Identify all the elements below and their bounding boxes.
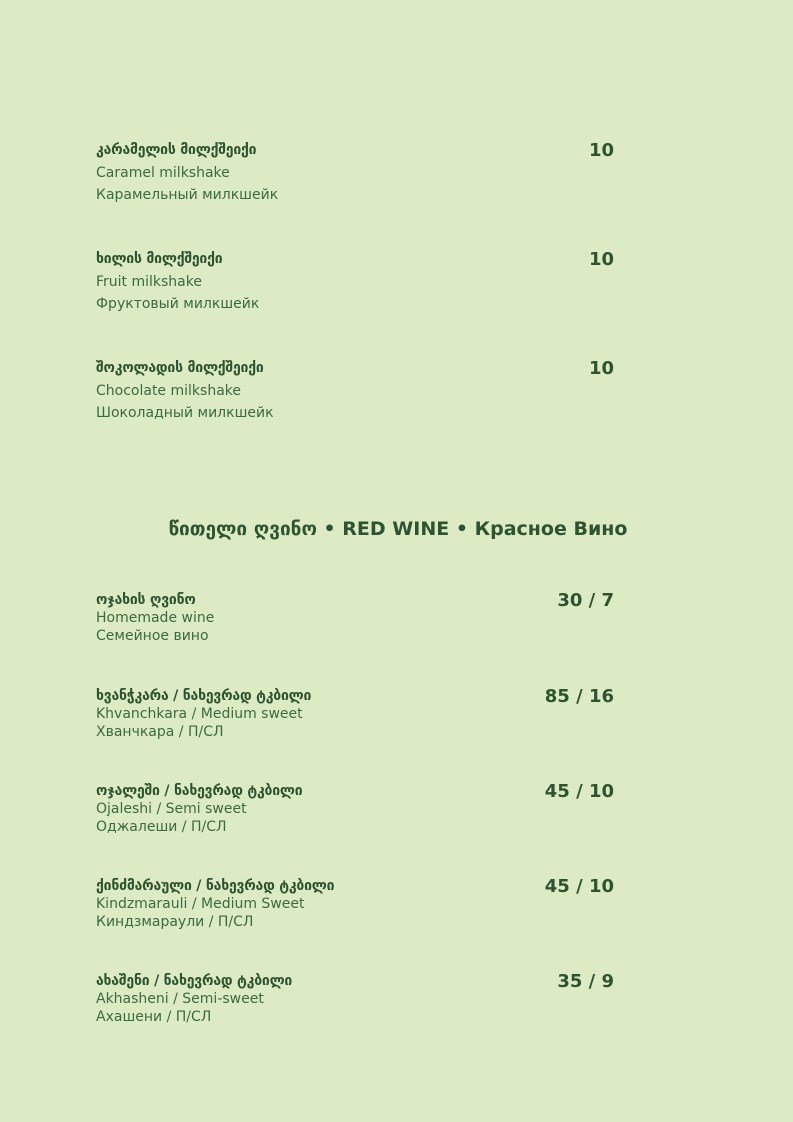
item-price: 45 / 10 xyxy=(544,876,614,897)
item-price: 35 / 9 xyxy=(557,971,614,992)
item-name-ka: ქინძმარაული / ნახევრად ტკბილი xyxy=(96,878,335,894)
menu-item-fruit xyxy=(96,251,614,312)
item-name-en: Ojaleshi / Semi sweet xyxy=(96,801,247,817)
item-name-en: Homemade wine xyxy=(96,610,215,626)
section-title-red-wine: წითელი ღვინო • RED WINE • Красное Вино xyxy=(168,518,628,540)
item-name-en: Fruit milkshake xyxy=(96,274,202,290)
item-name-ka: ხილის მილქშეიქი xyxy=(96,251,223,267)
menu-item-akhasheni xyxy=(96,973,614,1025)
item-price: 10 xyxy=(588,249,614,270)
item-price: 10 xyxy=(588,358,614,379)
item-name-en: Chocolate milkshake xyxy=(96,383,241,399)
item-price: 85 / 16 xyxy=(544,686,614,707)
item-name-en: Khvanchkara / Medium sweet xyxy=(96,706,303,722)
menu-item-ojaleshi xyxy=(96,783,614,835)
item-name-ka: ახაშენი / ნახევრად ტკბილი xyxy=(96,973,293,989)
item-name-ru: Фруктовый милкшейк xyxy=(96,296,260,312)
item-price: 30 / 7 xyxy=(557,590,614,611)
item-name-ka: ხვანჭკარა / ნახევრად ტკბილი xyxy=(96,688,312,704)
menu-item-kindzmarauli xyxy=(96,878,614,930)
menu-item-khvanchkara xyxy=(96,688,614,740)
item-name-ru: Оджалеши / П/СЛ xyxy=(96,819,227,835)
item-name-ru: Шоколадный милкшейк xyxy=(96,405,274,421)
item-name-ka: შოკოლადის მილქშეიქი xyxy=(96,360,264,376)
item-name-ru: Семейное вино xyxy=(96,628,209,644)
item-name-ru: Хванчкара / П/СЛ xyxy=(96,724,224,740)
menu-item-chocolate xyxy=(96,360,614,421)
item-price: 45 / 10 xyxy=(544,781,614,802)
item-name-ru: Карамельный милкшейк xyxy=(96,187,279,203)
item-name-ka: ოჯახის ღვინო xyxy=(96,592,196,608)
menu-item-caramel xyxy=(96,142,614,203)
item-name-en: Akhasheni / Semi-sweet xyxy=(96,991,264,1007)
item-name-ru: Ахашени / П/СЛ xyxy=(96,1009,212,1025)
menu-item-homemade-wine xyxy=(96,592,614,644)
item-name-en: Kindzmarauli / Medium Sweet xyxy=(96,896,305,912)
item-name-ka: კარამელის მილქშეიქი xyxy=(96,142,257,158)
item-name-ka: ოჯალეში / ნახევრად ტკბილი xyxy=(96,783,303,799)
item-name-ru: Киндзмараули / П/СЛ xyxy=(96,914,254,930)
item-name-en: Caramel milkshake xyxy=(96,165,230,181)
item-price: 10 xyxy=(588,140,614,161)
